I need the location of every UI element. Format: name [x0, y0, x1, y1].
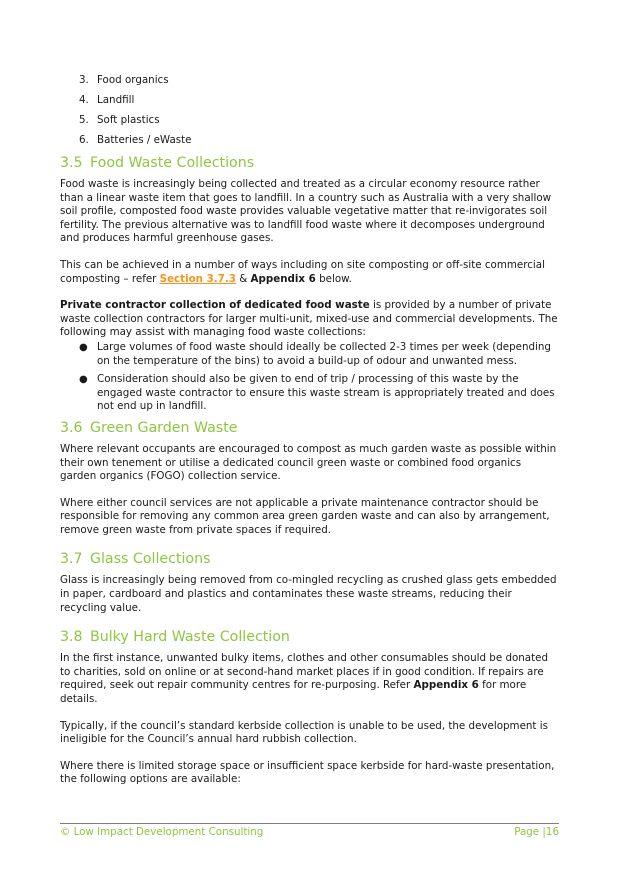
list-item: 5. Soft plastics	[79, 114, 160, 126]
paragraph: This can be achieved in a number of ways including on site composting or off-site commercial composting – refer Section 3.7.3 & Appendix 6 below.	[60, 258, 545, 285]
list-item: 4. Landfill	[79, 94, 135, 106]
paragraph: Glass is increasingly being removed from co-mingled recycling as crushed glass gets embedded in paper, cardboard and plastics and contaminates these waste streams, reducing their recycling value.	[60, 574, 557, 614]
section-heading-3-8: 3.8 Bulky Hard Waste Collection	[60, 629, 290, 646]
paragraph: Food waste is increasingly being collected and treated as a circular economy resource rather than a linear waste item that goes to landfill. In a country such as Australia with a very shallow soil profile, composted food waste provides valuable vegetative matter that re-invigorates soil fertility. The previous alternative was to landfill food waste where it decomposes underground and produces harmful greenhouse gases.	[60, 178, 552, 245]
footer-page-number: Page |16	[514, 826, 559, 838]
numbered-list	[60, 74, 560, 147]
section-heading-3-6: 3.6 Green Garden Waste	[60, 419, 238, 436]
bullet-list	[60, 341, 560, 414]
bullet-icon: ●	[79, 374, 88, 386]
footer-copyright: © Low Impact Development Consulting	[60, 826, 264, 838]
paragraph: In the first instance, unwanted bulky items, clothes and other consumables should be donated to charities, sold on online or at second-hand market places if in good condition. If repairs are required, seek out repair community centres for re-purposing. Refer Appendix 6 for more details.	[60, 652, 549, 706]
bullet-item: ● Consideration should also be given to end of trip / processing of this waste by the engaged waste contractor to ensure this waste stream is appropriately treated and does not end up in landfill.	[60, 373, 560, 414]
page-content	[60, 74, 560, 800]
section-heading-3-7: 3.7 Glass Collections	[60, 551, 211, 568]
paragraph: Where relevant occupants are encouraged to compost as much garden waste as possible within their own tenement or utilise a dedicated council green waste or combined food organics garden organics (FOGO) collection service.	[60, 442, 557, 483]
paragraph: Where either council services are not applicable a private maintenance contractor should be responsible for removing any common area green garden waste and can also by arrangement, remove green waste from private spaces if required.	[60, 496, 550, 536]
bullet-item: ● Large volumes of food waste should ideally be collected 2-3 times per week (depending on the temperature of the bins) to avoid a build-up of odour and unwanted mess.	[60, 341, 560, 368]
list-item: 6. Batteries / eWaste	[79, 134, 192, 146]
section-3-7-3-link[interactable]: Section 3.7.3	[159, 272, 236, 285]
paragraph: Private contractor collection of dedicated food waste is provided by a number of private waste collection contractors for larger multi-unit, mixed-use and commercial developments. The following may assist with managing food waste collections:	[60, 299, 558, 339]
section-heading-3-5: 3.5 Food Waste Collections	[60, 155, 255, 171]
bullet-icon: ●	[79, 341, 88, 353]
list-item: 3. Food organics	[79, 74, 169, 86]
paragraph: Typically, if the council’s standard kerbside collection is unable to be used, the development is ineligible for the Council’s annual hard rubbish collection.	[60, 719, 548, 746]
paragraph: Where there is limited storage space or insufficient space kerbside for hard-waste presentation, the following options are available:	[60, 759, 555, 786]
footer-divider	[60, 823, 559, 824]
